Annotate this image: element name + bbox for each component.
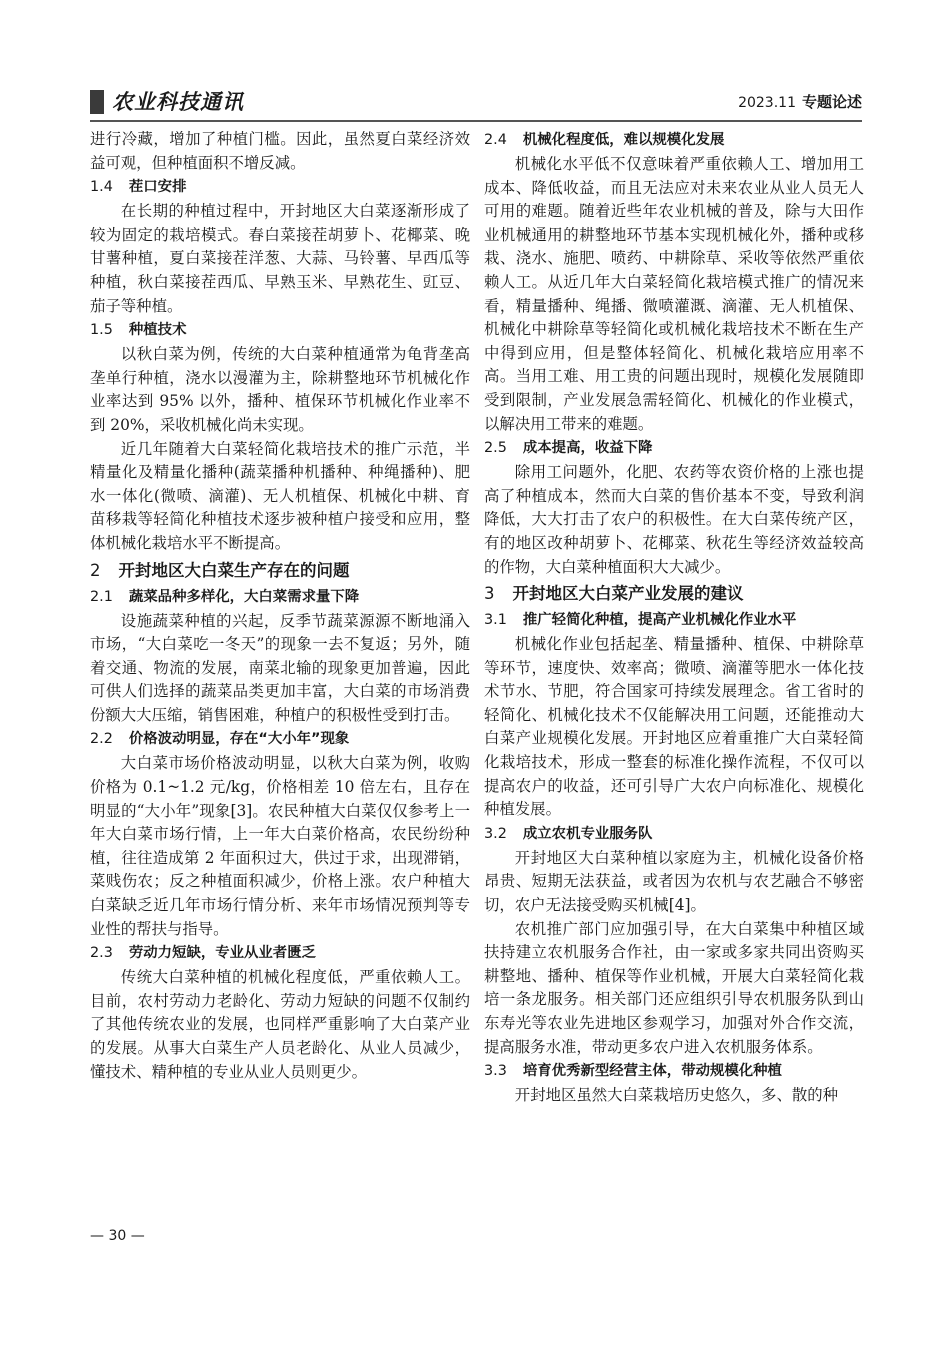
heading-text: 蔬菜品种多样化，大白菜需求量下降 (128, 588, 360, 605)
heading-number: 2.1 (90, 588, 113, 605)
header-rule (90, 120, 862, 122)
paragraph: 机械化水平低不仅意味着严重依赖人工、增加用工成本、降低收益，而且无法应对未来农业从业人员无人可用的难题。随着近些年农业机械的普及，除与大田作业机械通用的耕整地环节基本实现机械化外，播种或移栽、浇水、施肥、喷药、中耕除草、采收等依然严重依赖人工。从近几年大白菜轻简化栽培模式推广的情况来看，精量播种、绳播、微喷灌溉、滴灌、无人机植保、机械化中耕除草等轻简化或机械化栽培技术不断在生产中得到应用，但是整体轻简化、机械化栽培应用率不高。当用工难、用工贵的问题出现时，规模化发展随即受到限制，产业发展急需轻简化、机械化的作业模式，以解决用工带来的难题。 (484, 155, 864, 433)
right-column (484, 128, 864, 1108)
subsection-heading (90, 175, 470, 200)
heading-text: 种植技术 (128, 322, 187, 339)
subsection-heading (484, 822, 864, 847)
issue-date: 2023.11 (738, 95, 796, 111)
subsection-heading (90, 941, 470, 966)
subsection-heading (484, 1059, 864, 1084)
heading-text: 价格波动明显，存在“大小年”现象 (128, 731, 350, 748)
paragraph: 在长期的种植过程中，开封地区大白菜逐渐形成了较为固定的栽培模式。春白菜接茬胡萝卜、花椰菜、晚甘薯种植，夏白菜接茬洋葱、大蒜、马铃薯、早西瓜等种植，秋白菜接茬西瓜、早熟玉米、早熟花生、豇豆、茄子等种植。 (90, 202, 470, 315)
paragraph: 传统大白菜种植的机械化程度低，严重依赖人工。目前，农村劳动力老龄化、劳动力短缺的问题不仅制约了其他传统农业的发展，也同样严重影响了大白菜产业的发展。从事大白菜生产人员老龄化、从业人员减少，懂技术、精种植的专业从业人员则更少。 (90, 968, 470, 1081)
heading-number: 2 (90, 560, 101, 580)
heading-number: 2.2 (90, 731, 113, 748)
column-name: 专题论述 (801, 93, 862, 111)
subsection-heading (90, 585, 470, 610)
section-heading (484, 579, 864, 608)
paragraph: 开封地区虽然大白菜栽培历史悠久，多、散的种 (514, 1086, 839, 1105)
heading-number: 2.3 (90, 945, 113, 962)
paragraph: 大白菜市场价格波动明显，以秋大白菜为例，收购价格为 0.1~1.2 元/kg，价格相差 10 倍左右，且存在明显的“大小年”现象[3]。农民种植大白菜仅仅参考上一年大白菜市场行情，上一年大白菜价格高，农民纷纷种植，往往造成第 2 年面积过大，供过于求，出现滞销，菜贱伤农；反之种植面积减少，价格上涨。农户种植大白菜缺乏近几年市场行情分析、来年市场情况预判等专业性的帮扶与指导。 (90, 754, 470, 938)
paragraph: 农机推广部门应加强引导，在大白菜集中种植区域扶持建立农机服务合作社，由一家或多家共同出资购买耕整地、播种、植保等作业机械，开展大白菜轻简化栽培一条龙服务。相关部门还应组织引导农机服务队到山东寿光等农业先进地区参观学习，加强对外合作交流，提高服务水准，带动更多农户进入农机服务体系。 (484, 919, 864, 1056)
heading-number: 3.3 (484, 1063, 507, 1080)
paragraph: 开封地区大白菜种植以家庭为主，机械化设备价格昂贵、短期无法获益，或者因为农机与农艺融合不够密切，农户无法接受购买机械[4]。 (484, 848, 864, 915)
subsection-heading (90, 318, 470, 343)
journal-logo: 农业科技通讯 (112, 89, 244, 114)
heading-number: 3 (484, 584, 495, 604)
issue-info (738, 91, 862, 114)
heading-number: 1.5 (90, 322, 113, 339)
logo-bar (90, 90, 104, 114)
heading-number: 3.2 (484, 825, 507, 842)
heading-text: 机械化程度低，难以规模化发展 (522, 132, 725, 148)
paragraph: 机械化作业包括起垄、精量播种、植保、中耕除草等环节，速度快、效率高；微喷、滴灌等肥水一体化技术节水、节肥，符合国家可持续发展理念。省工省时的轻简化、机械化技术不仅能解决用工问题，还能推动大白菜产业规模化发展。开封地区应着重推广大白菜轻简化栽培技术，形成一整套的标准化操作流程，不仅可以提高农户的收益，还可引导广大农户向标准化、规模化种植发展。 (484, 635, 864, 819)
section-heading (90, 556, 470, 585)
heading-text: 劳动力短缺，专业从业者匮乏 (128, 945, 316, 962)
heading-number: 2.4 (484, 132, 507, 148)
heading-text: 开封地区大白菜生产存在的问题 (118, 560, 350, 580)
left-column (90, 128, 470, 1084)
heading-number: 1.4 (90, 179, 113, 196)
heading-text: 培育优秀新型经营主体，带动规模化种植 (522, 1063, 782, 1080)
subsection-heading (90, 727, 470, 752)
subsection-heading (484, 128, 864, 153)
heading-number: 3.1 (484, 612, 507, 629)
heading-text: 成本提高，收益下降 (522, 440, 653, 457)
heading-number: 2.5 (484, 440, 507, 457)
heading-text: 开封地区大白菜产业发展的建议 (512, 584, 744, 604)
paragraph: 进行冷藏，增加了种植门槛。因此，虽然夏白菜经济效益可观，但种植面积不增反减。 (90, 130, 470, 172)
paragraph: 设施蔬菜种植的兴起，反季节蔬菜源源不断地涌入市场，“大白菜吃一冬天”的现象一去不复返；另外，随着交通、物流的发展，南菜北输的现象更加普遍，因此可供人们选择的蔬菜品类更加丰富，大白菜的市场消费份额大大压缩，销售困难，种植户的积极性受到打击。 (90, 611, 470, 724)
running-header (90, 88, 862, 118)
heading-text: 成立农机专业服务队 (522, 825, 653, 842)
paragraph: 除用工问题外，化肥、农药等农资价格的上涨也提高了种植成本，然而大白菜的售价基本不变，导致利润降低，大大打击了农户的积极性。在大白菜传统产区，有的地区改种胡萝卜、花椰菜、秋花生等经济效益较高的作物，大白菜种植面积大大减少。 (484, 463, 864, 576)
subsection-heading (484, 608, 864, 633)
heading-text: 推广轻简化种植，提高产业机械化作业水平 (522, 612, 797, 629)
subsection-heading (484, 436, 864, 461)
paragraph: 以秋白菜为例，传统的大白菜种植通常为龟背垄高垄单行种植，浇水以漫灌为主，除耕整地环节机械化作业率达到 95% 以外，播种、植保环节机械化作业率不到 20%，采收机械化尚未实现。 (90, 345, 470, 434)
paragraph: 近几年随着大白菜轻简化栽培技术的推广示范，半精量化及精量化播种(蔬菜播种机播种、种绳播种)、肥水一体化(微喷、滴灌)、无人机植保、机械化中耕、育苗移栽等轻简化种植技术逐步被种植户接受和应用，整体机械化栽培水平不断提高。 (90, 439, 470, 552)
page-number: — 30 — (90, 1228, 145, 1244)
heading-text: 茬口安排 (128, 179, 187, 196)
